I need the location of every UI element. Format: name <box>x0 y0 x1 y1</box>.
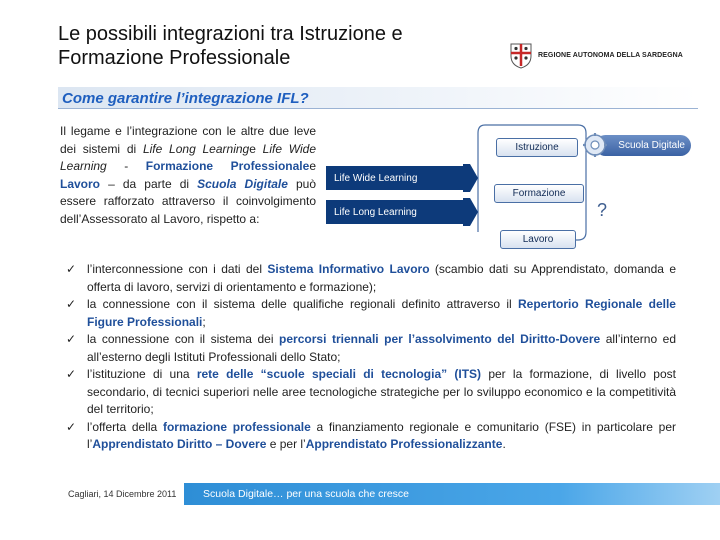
list-item <box>66 261 676 296</box>
intro-lifewide: Life Wide Learning <box>60 141 316 173</box>
list-item <box>66 331 676 366</box>
list-item <box>66 296 676 331</box>
bullet-text: e per l’ <box>266 437 306 451</box>
gear-icon <box>582 132 608 158</box>
bullet-highlight: rete delle “scuole speciali di tecnologia” (ITS) <box>196 367 482 381</box>
bullet-text: la connessione con il sistema dei <box>87 332 280 346</box>
bullet-text: (scambio dati su Apprendistato, domanda e offerta di lavoro, servizi di orientamento e formazione); <box>87 262 676 294</box>
bullet-list <box>66 261 676 454</box>
intro-e: e <box>249 141 263 156</box>
checkmark-icon: ✓ <box>66 297 77 311</box>
bullet-highlight: Apprendistato Professionalizzante <box>305 437 503 451</box>
istruzione-label: Istruzione <box>515 142 559 153</box>
bullet-text: l’offerta della <box>87 419 163 434</box>
bullet-text: all’interno ed all’esterno degli Istituti Professionali dello Stato; <box>87 332 677 364</box>
intro-text-3: può essere rafforzato attraverso il coinvolgimento dell’Assessorato al Lavoro, rispetto a: <box>60 176 316 226</box>
intro-scuola-digitale: Scuola Digitale <box>197 176 288 191</box>
lavoro-node <box>500 230 576 249</box>
list-item <box>66 366 676 419</box>
scuola-digitale-label: Scuola Digitale <box>618 140 685 151</box>
section-subtitle: Come garantire l’integrazione IFL? <box>62 90 309 107</box>
footer-date: Cagliari, 14 Dicembre 2011 <box>68 489 177 499</box>
checkmark-icon: ✓ <box>66 419 77 434</box>
bullet-text: . <box>502 437 506 451</box>
intro-text-1: Il legame e l’integrazione con le altre due leve dei sistemi di <box>60 124 316 156</box>
bullet-text: l’istituzione di una <box>87 367 197 381</box>
intro-lifelong: Life Long Learning <box>142 141 250 156</box>
life-long-label: Life Long Learning <box>334 206 417 218</box>
checkmark-icon: ✓ <box>66 262 77 276</box>
intro-text-2: – da parte di <box>100 176 198 191</box>
bullet-text: l’interconnessione con i dati del <box>87 262 268 276</box>
question-mark: ? <box>597 200 608 220</box>
istruzione-node <box>496 138 578 157</box>
life-long-learning-box <box>326 200 463 224</box>
life-wide-label: Life Wide Learning <box>334 172 418 184</box>
bullet-text: per la formazione, di livello post secondario, di tecnici superiori nelle aree tecnologiche strategiche per lo sviluppo economico e la competitività del territorio; <box>87 367 676 416</box>
logo-text: REGIONE AUTONOMA DELLA SARDEGNA <box>538 51 683 59</box>
bullet-text: a finanziamento regionale e comunitario (FSE) in particolare per l’ <box>87 419 676 451</box>
intro-lavoro: Lavoro <box>60 176 101 191</box>
formazione-node <box>494 184 584 203</box>
bullet-highlight: Repertorio Regionale delle Figure Professionali <box>87 297 676 329</box>
footer-slogan: Scuola Digitale… per una scuola che cresce <box>203 488 410 500</box>
bullet-text: ; <box>202 314 206 329</box>
scuola-digitale-badge <box>595 135 691 156</box>
bullet-highlight: percorsi triennali per l’assolvimento del Diritto-Dovere <box>279 332 601 346</box>
list-item <box>66 419 676 454</box>
checkmark-icon: ✓ <box>66 332 77 346</box>
lavoro-label: Lavoro <box>522 234 554 245</box>
checkmark-icon: ✓ <box>66 367 77 381</box>
intro-e2: e <box>309 159 316 173</box>
life-wide-learning-box <box>326 166 463 190</box>
bullet-highlight: Apprendistato Diritto – Dovere <box>92 437 267 451</box>
bullet-text: la connessione con il sistema delle qualifiche regionali definito attraverso il <box>87 297 518 311</box>
page-title: Le possibili integrazioni tra Istruzione e Formazione Professionale <box>58 23 403 69</box>
intro-dash: - <box>106 159 146 173</box>
intro-formazione-professionale: Formazione Professionale <box>145 159 310 173</box>
bullet-highlight: formazione professionale <box>162 419 311 434</box>
formazione-label: Formazione <box>512 188 566 199</box>
bullet-highlight: Sistema Informativo Lavoro <box>267 262 430 276</box>
